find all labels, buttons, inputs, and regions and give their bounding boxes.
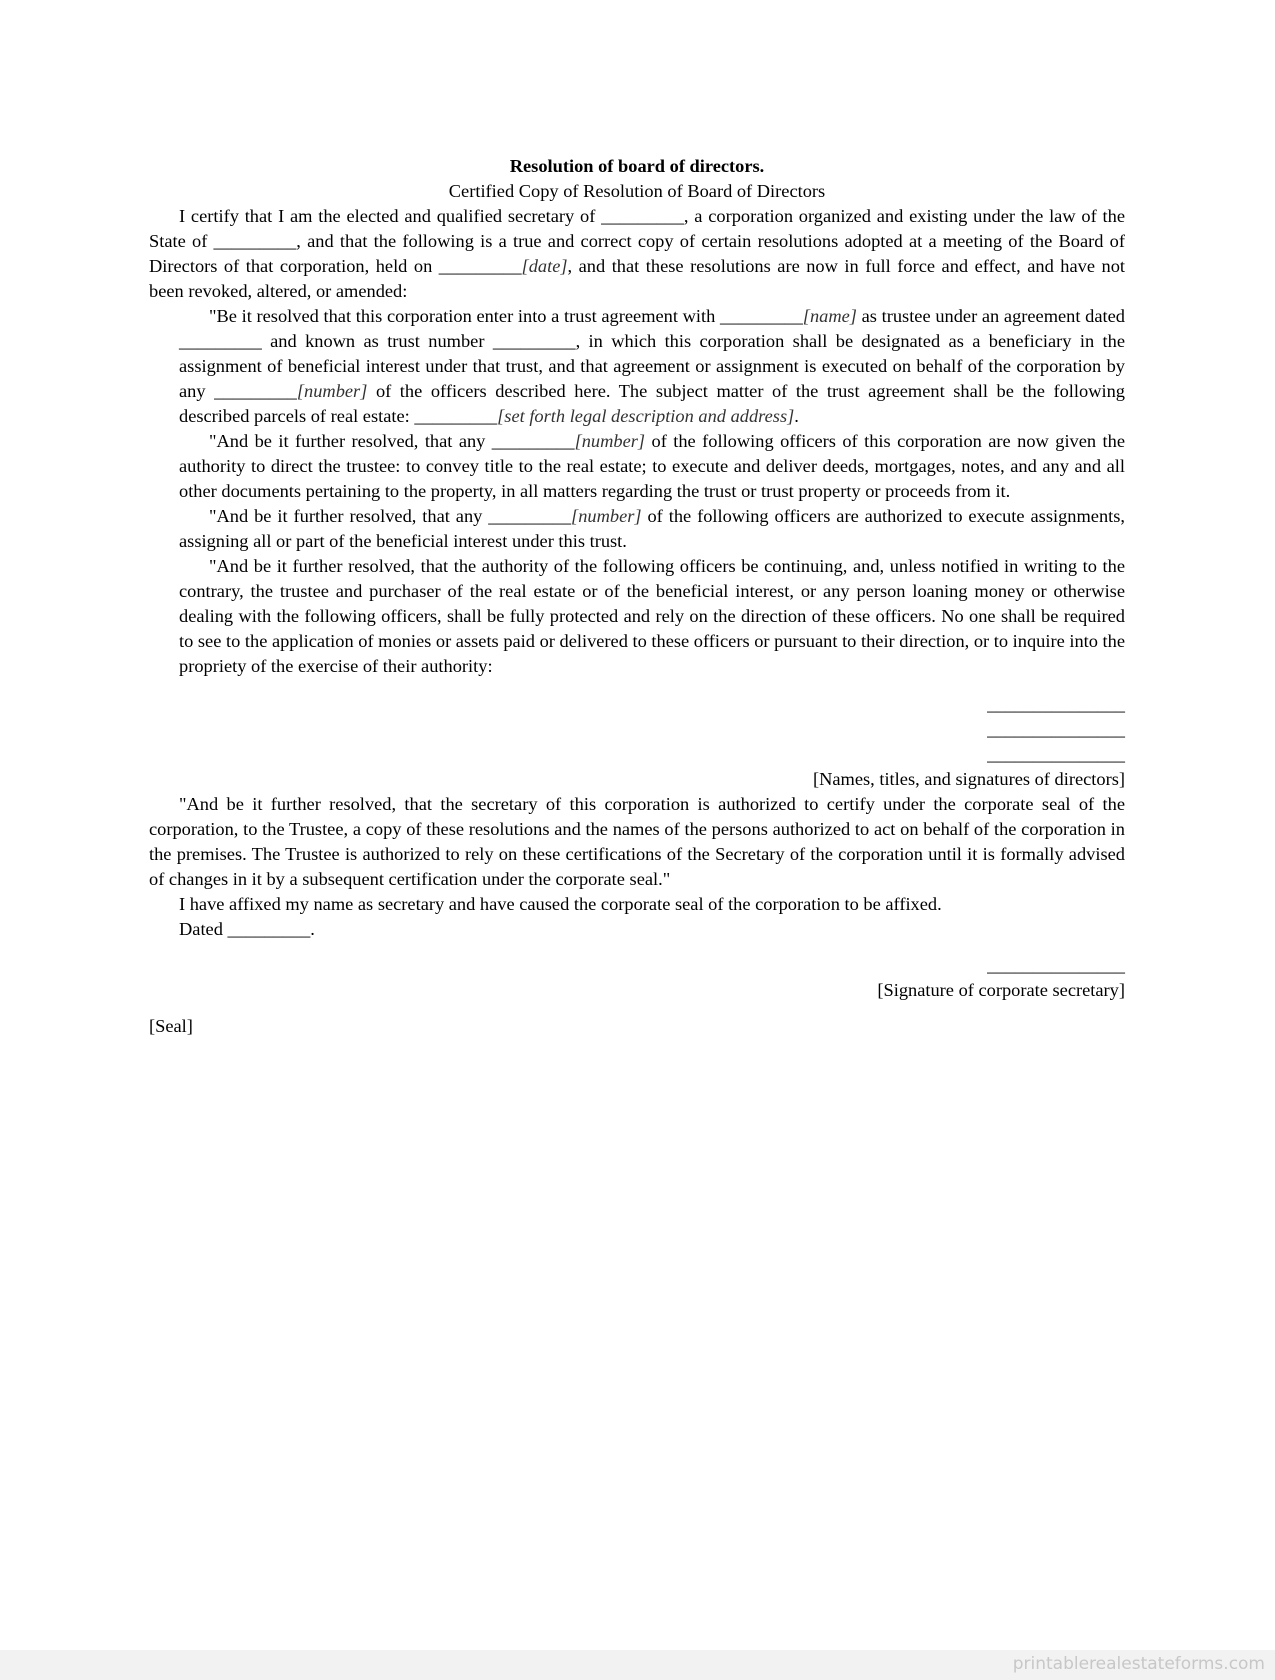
number-placeholder: [number] [571, 506, 642, 526]
dated-line: Dated _________. [179, 919, 315, 939]
resolution-text: of the following officers of this corporation are now given the authority to direct the trustee: to convey title to the real estate; to execute and deliver deeds, mortgages, notes, and any and all other documents pertaining to the property, in all matters regarding the trust or trust property or proceeds from it. [179, 431, 1125, 501]
resolution-trust-agreement [179, 304, 1125, 429]
director-signature-line-2: _______________ [987, 719, 1125, 739]
director-signature-line-1: _______________ [987, 694, 1125, 714]
document-subtitle: Certified Copy of Resolution of Board of Directors [448, 181, 826, 201]
number-placeholder: [number] [574, 431, 646, 451]
intro-text-end: , and that these resolutions are now in full force and effect, and have not been revoked, altered, or amended: [149, 256, 1126, 301]
number-placeholder: [number] [296, 381, 368, 401]
director-signature-line-3: _______________ [987, 744, 1125, 764]
resolution-trustee-authority [179, 429, 1125, 504]
document-body [149, 154, 1125, 1039]
resolution-text: of the officers described here. The subject matter of the trust agreement shall be the following described parcels of real estate: _________ [179, 381, 1125, 426]
resolution-text: as trustee under an agreement dated _________ and known as trust number _________, in which this corporation shall be designated as a beneficiary in the assignment of beneficial interest under that trust, and that agreement or assignment is executed on behalf of the corporation by any _________ [179, 306, 1125, 401]
legal-description-placeholder: [set forth legal description and address] [497, 406, 795, 426]
resolution-text: of the following officers are authorized to execute assignments, assigning all or part of the beneficial interest under this trust. [179, 506, 1126, 551]
secretary-caption: [Signature of corporate secretary] [877, 980, 1125, 1000]
resolution-continuing-authority: "And be it further resolved, that the authority of the following officers be continuing, and, unless notified in writing to the contrary, the trustee and purchaser of the real estate or of the beneficial interest, or any person loaning money or otherwise dealing with the following officers, shall be fully protected and rely on the direction of these officers. No one shall be required to see to the application of monies or assets paid or delivered to these officers or pursuant to their direction, or to inquire into the propriety of the exercise of their authority: [179, 556, 1126, 676]
intro-text: I certify that I am the elected and qualified secretary of _________, a corporation organized and existing under the law of the State of _________, and that the following is a true and correct copy of certain resolutions adopted at a meeting of the Board of Directors of that corporation, held on _________ [149, 206, 1125, 276]
resolution-text: "And be it further resolved, that any _________ [209, 506, 572, 526]
affixed-statement: I have affixed my name as secretary and have caused the corporate seal of the corporation to be affixed. [179, 894, 942, 914]
footer-bar [0, 1650, 1275, 1680]
resolution-assignments [179, 504, 1125, 554]
name-placeholder: [name] [802, 306, 857, 326]
document-title: Resolution of board of directors. [509, 156, 765, 176]
directors-caption: [Names, titles, and signatures of directors] [812, 769, 1125, 789]
resolution-text: "Be it resolved that this corporation enter into a trust agreement with _________ [209, 306, 803, 326]
resolution-secretary-certify: "And be it further resolved, that the secretary of this corporation is authorized to certify under the corporate seal of the corporation, to the Trustee, a copy of these resolutions and the names of the persons authorized to act on behalf of the corporation in the premises. The Trustee is authorized to rely on these certifications of the Secretary of the corporation until it is formally advised of changes in it by a subsequent certification under the corporate seal." [149, 794, 1125, 889]
seal-label: [Seal] [149, 1016, 193, 1036]
footer-site-link[interactable]: printablerealestateforms.com [1012, 1654, 1265, 1674]
resolution-text: . [794, 406, 799, 426]
intro-paragraph [149, 204, 1125, 304]
date-placeholder: [date] [521, 256, 568, 276]
secretary-signature-line: _______________ [987, 955, 1125, 975]
resolution-text: "And be it further resolved, that any _________ [209, 431, 575, 451]
